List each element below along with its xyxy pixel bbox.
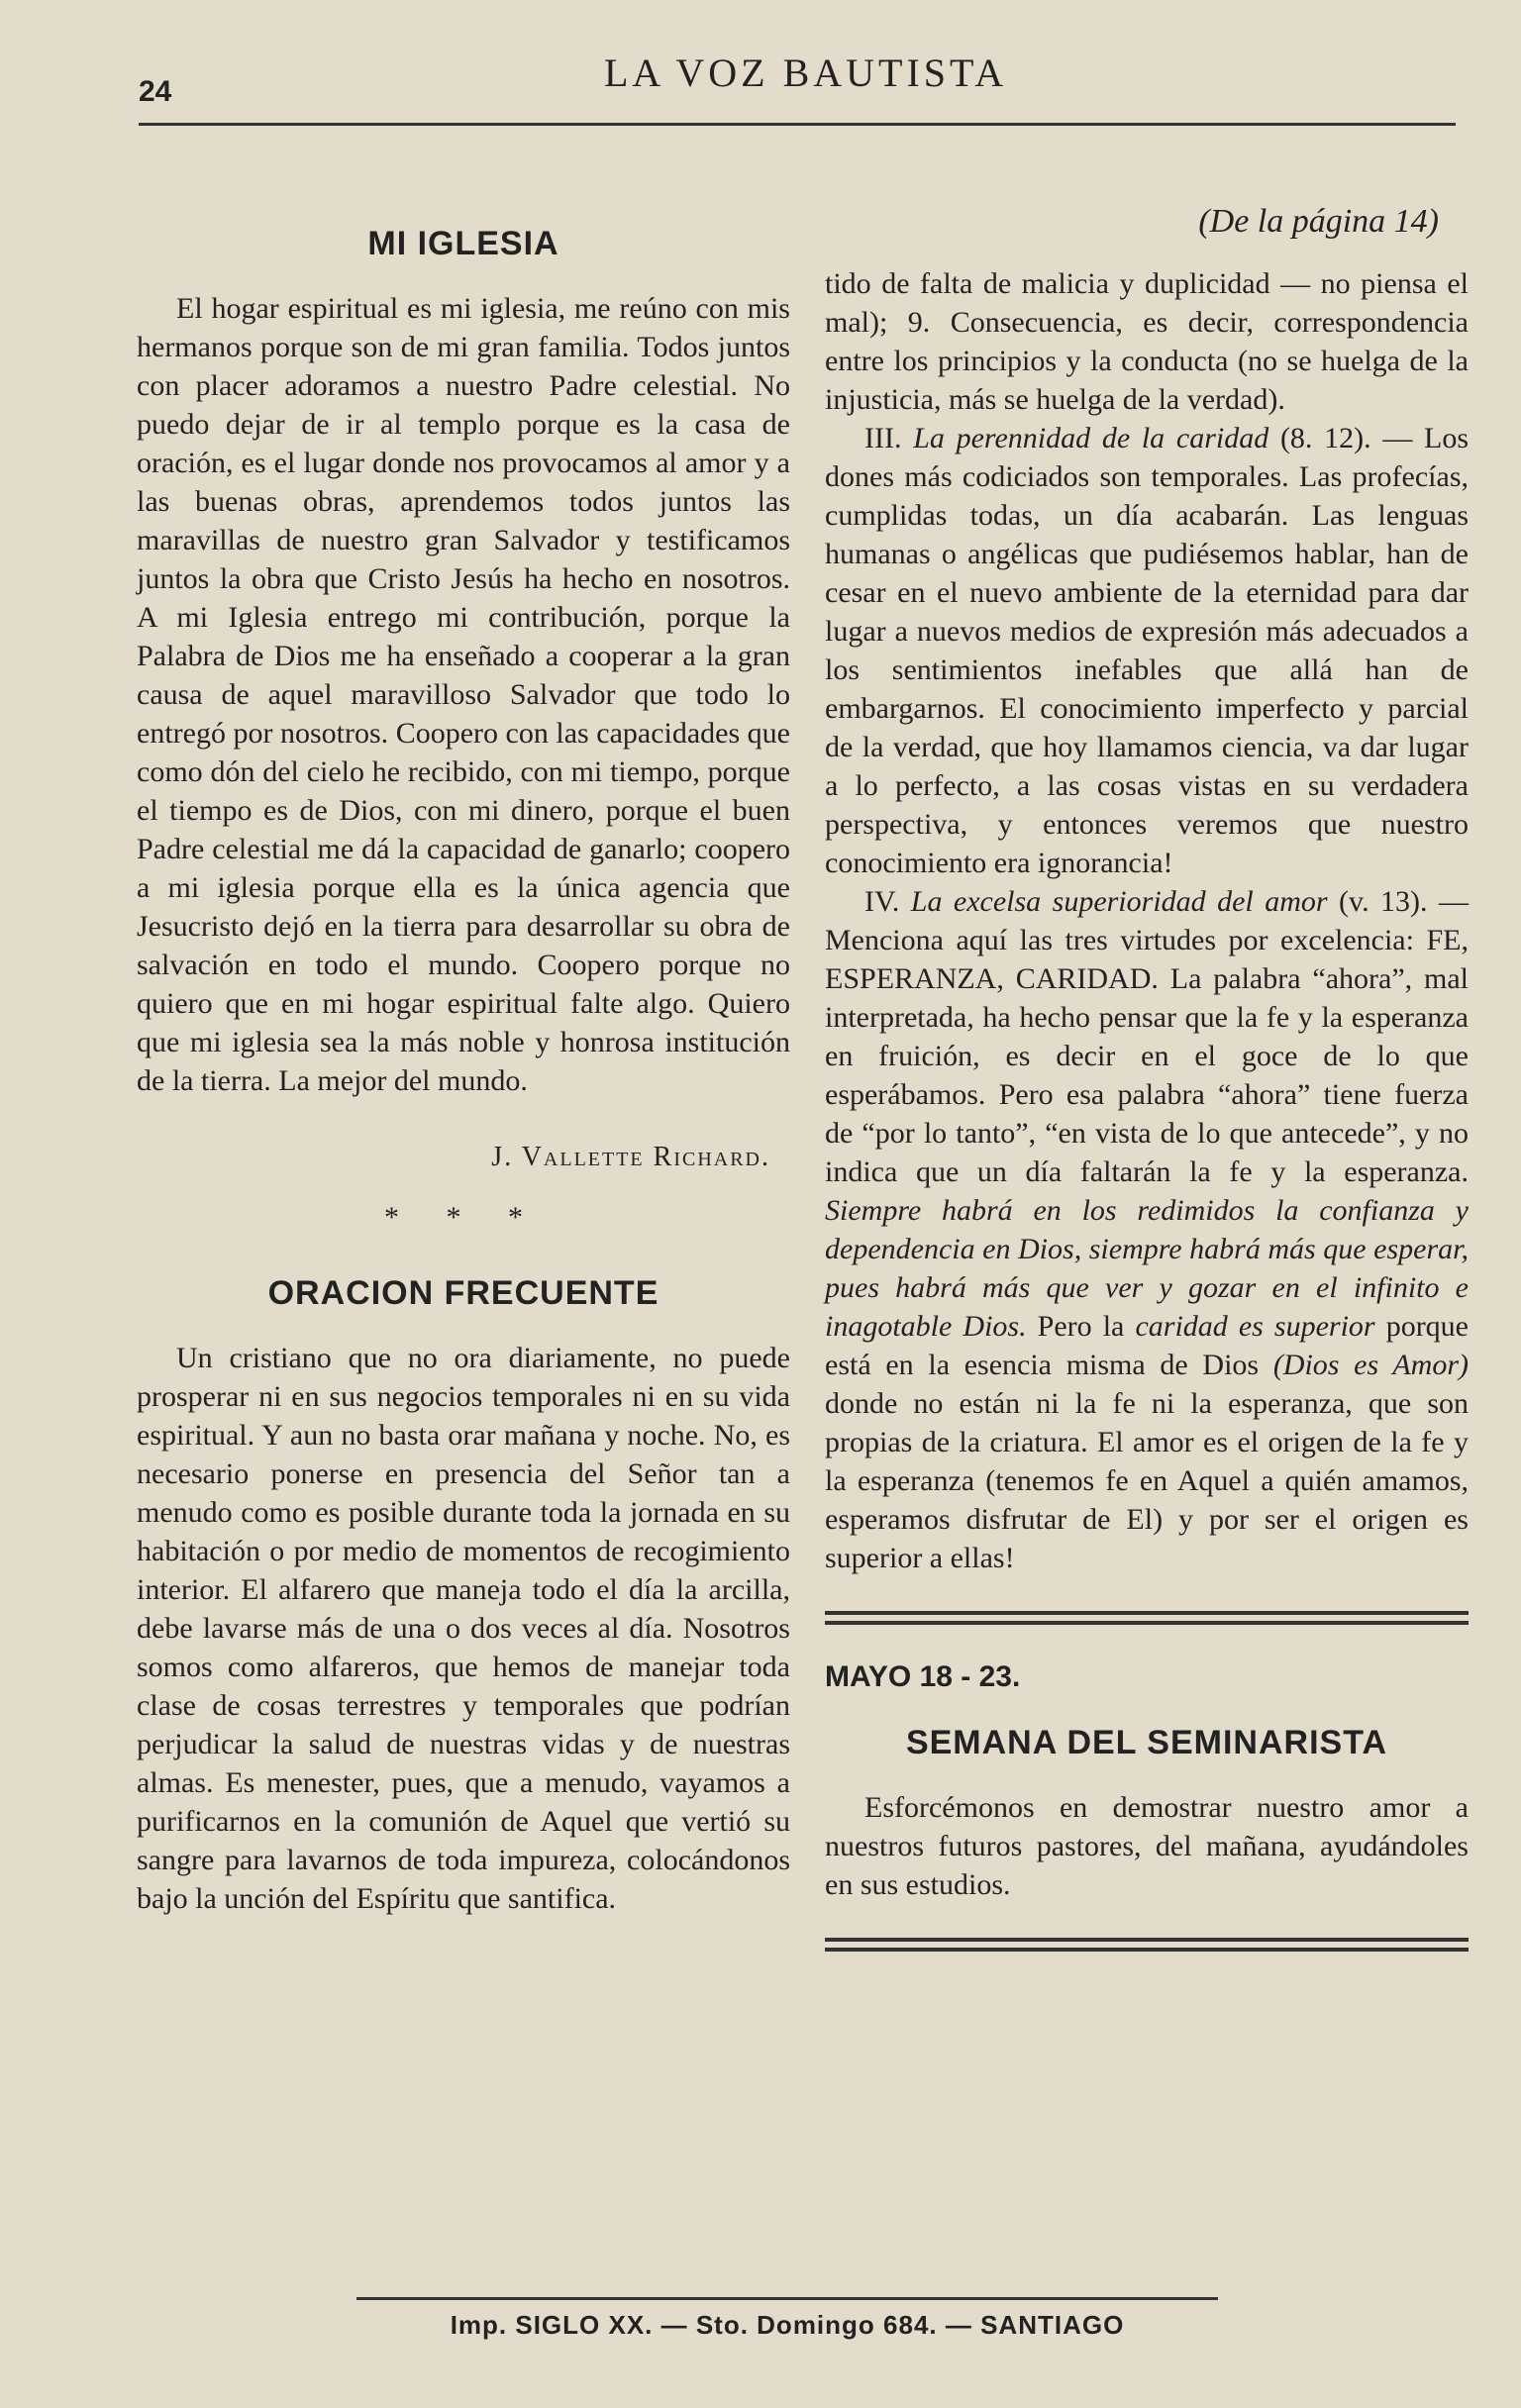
section-separator: * * * (384, 1201, 543, 1234)
section-iv-paragraph (825, 882, 1469, 1577)
section-iv-italic-d: caridad es superior (1135, 1310, 1375, 1343)
continued-from-note: (De la página 14) (1198, 203, 1439, 240)
header-rule (139, 123, 1456, 126)
section-iii-number: III. (864, 422, 902, 454)
section-iii-text: (8. 12). — Los dones más codiciados son temporales. Las profecías, cumplidas todas, un día acabarán. Las lenguas humanas o angélicas que pudiésemos hablar, han de cesar en el nuevo ambiente de la eternidad para dar lugar a nuevos medios de expresión más adecuados a los sentimientos inefables que allá han de embargarnos. El conocimiento imperfecto y parcial de la verdad, que hoy llamamos ciencia, va dar lugar a lo perfecto, a las cosas vistas en su verdadera perspectiva, y entonces veremos que nuestro conocimiento era ignorancia! (825, 422, 1470, 879)
notice-title: SEMANA DEL SEMINARISTA (905, 1724, 1388, 1761)
journal-title: LA VOZ BAUTISTA (604, 50, 1008, 95)
section-iv-italic-b: Siempre habrá en los redimidos la confianza y dependencia en Dios, siempre habrá más que esperar, pues habrá más que ver y gozar en el infinito e inagotable Dios. (825, 1194, 1469, 1343)
notice-top-rule (825, 1611, 1469, 1625)
page-footer (356, 2297, 1218, 2341)
section-iv-text-g: donde no están ni la fe ni la esperanza, que son propias de la criatura. El amor es el origen de la fe y la esperanza (tenemos fe en Aquel a quién amamos, esperamos disfrutar de El) y por ser el origen es superior a ellas! (825, 1387, 1469, 1574)
right-column (825, 183, 1469, 1987)
page-header (139, 40, 1456, 129)
article-title-mi-iglesia: MI IGLESIA (367, 225, 559, 262)
section-iv-heading: La excelsa superioridad del amor (910, 885, 1328, 918)
notice-bottom-rule (825, 1938, 1469, 1952)
section-iii-heading: La perennidad de la caridad (913, 422, 1269, 454)
section-iii-paragraph (825, 419, 1469, 882)
section-iv-number: IV. (864, 885, 900, 918)
footer-imprint: Imp. SIGLO XX. — Sto. Domingo 684. — SANTIAGO (450, 2310, 1125, 2340)
article-body-oracion-frecuente: Un cristiano que no ora diariamente, no puede prosperar ni en sus negocios temporales ni en su vida espiritual. Y aun no basta orar mañana y noche. No, es necesario ponerse en presencia del Señor tan a menudo como es posible durante toda la jornada en su habitación o por medio de momentos de recogimiento interior. El alfarero que maneja todo el día la arcilla, debe lavarse más de una o dos veces al día. Nosotros somos como alfareros, que hemos de manejar toda clase de cosas terrestres y temporales que podrían perjudicar la salud de nuestras vidas y de nuestras almas. Es menester, pues, que a menudo, vayamos a purificarnos en la comunión de Aquel que vertió su sangre para lavarnos de toda impureza, colocándonos bajo la unción del Espíritu que santifica. (137, 1342, 790, 1915)
article-title-oracion-frecuente: ORACION FRECUENTE (267, 1274, 659, 1312)
page-number: 24 (139, 75, 172, 108)
section-iv-text-a: (v. 13). — Menciona aquí las tres virtudes por excelencia: FE, ESPERANZA, CARIDAD. La palabra “ahora”, mal interpretada, ha hecho pensar que la fe y la esperanza en fruición, es decir en el goce de lo que esperábamos. Pero esa palabra “ahora” tiene fuerza de “por lo tanto”, “en vista de lo que antecede”, y no indica que un día faltarán la fe y la esperanza. (825, 885, 1470, 1188)
notice-date: MAYO 18 - 23. (825, 1660, 1021, 1693)
article-body-mi-iglesia: El hogar espiritual es mi iglesia, me reúno con mis hermanos porque son de mi gran familia. Todos juntos con placer adoramos a nuestro Padre celestial. No puedo dejar de ir al templo porque es la casa de oración, es el lugar donde nos provocamos al amor y a las buenas obras, aprendemos todos juntos las maravillas de nuestro gran Salvador y testificamos juntos la obra que Cristo Jesús ha hecho en nosotros. A mi Iglesia entrego mi contribución, porque la Palabra de Dios me ha enseñado a cooperar a la gran causa de aquel maravilloso Salvador que todo lo entregó por nosotros. Coopero con las capacidades que como dón del cielo he recibido, con mi tiempo, porque el tiempo es de Dios, con mi dinero, porque el buen Padre celestial me dá la capacidad de ganarlo; coopero a mi iglesia porque ella es la única agencia que Jesucristo dejó en la tierra para desarrollar su obra de salvación en todo el mundo. Coopero porque no quiero que en mi hogar espiritual falte algo. Quiero que mi iglesia sea la más noble y honrosa institución de la tierra. La mejor del mundo. (137, 292, 790, 1097)
article-signature: J. Vallette Richard. (491, 1142, 770, 1172)
continuation-paragraph: tido de falta de malicia y duplicidad — no piensa el mal); 9. Consecuencia, es decir, correspondencia entre los principios y la conducta (no se huelga de la injusticia, más se huelga de la verdad). (825, 267, 1469, 416)
footer-rule (356, 2297, 1218, 2300)
left-column (137, 183, 790, 1918)
section-iv-text-c: Pero la (1037, 1310, 1125, 1343)
notice-text: Esforcémonos en demostrar nuestro amor a nuestros futuros pastores, del mañana, ayudándoles en sus estudios. (825, 1791, 1469, 1901)
section-iv-text-e: porque está en la esencia misma de Dios (825, 1310, 1469, 1381)
section-iv-italic-f: (Dios es Amor) (1272, 1349, 1469, 1381)
